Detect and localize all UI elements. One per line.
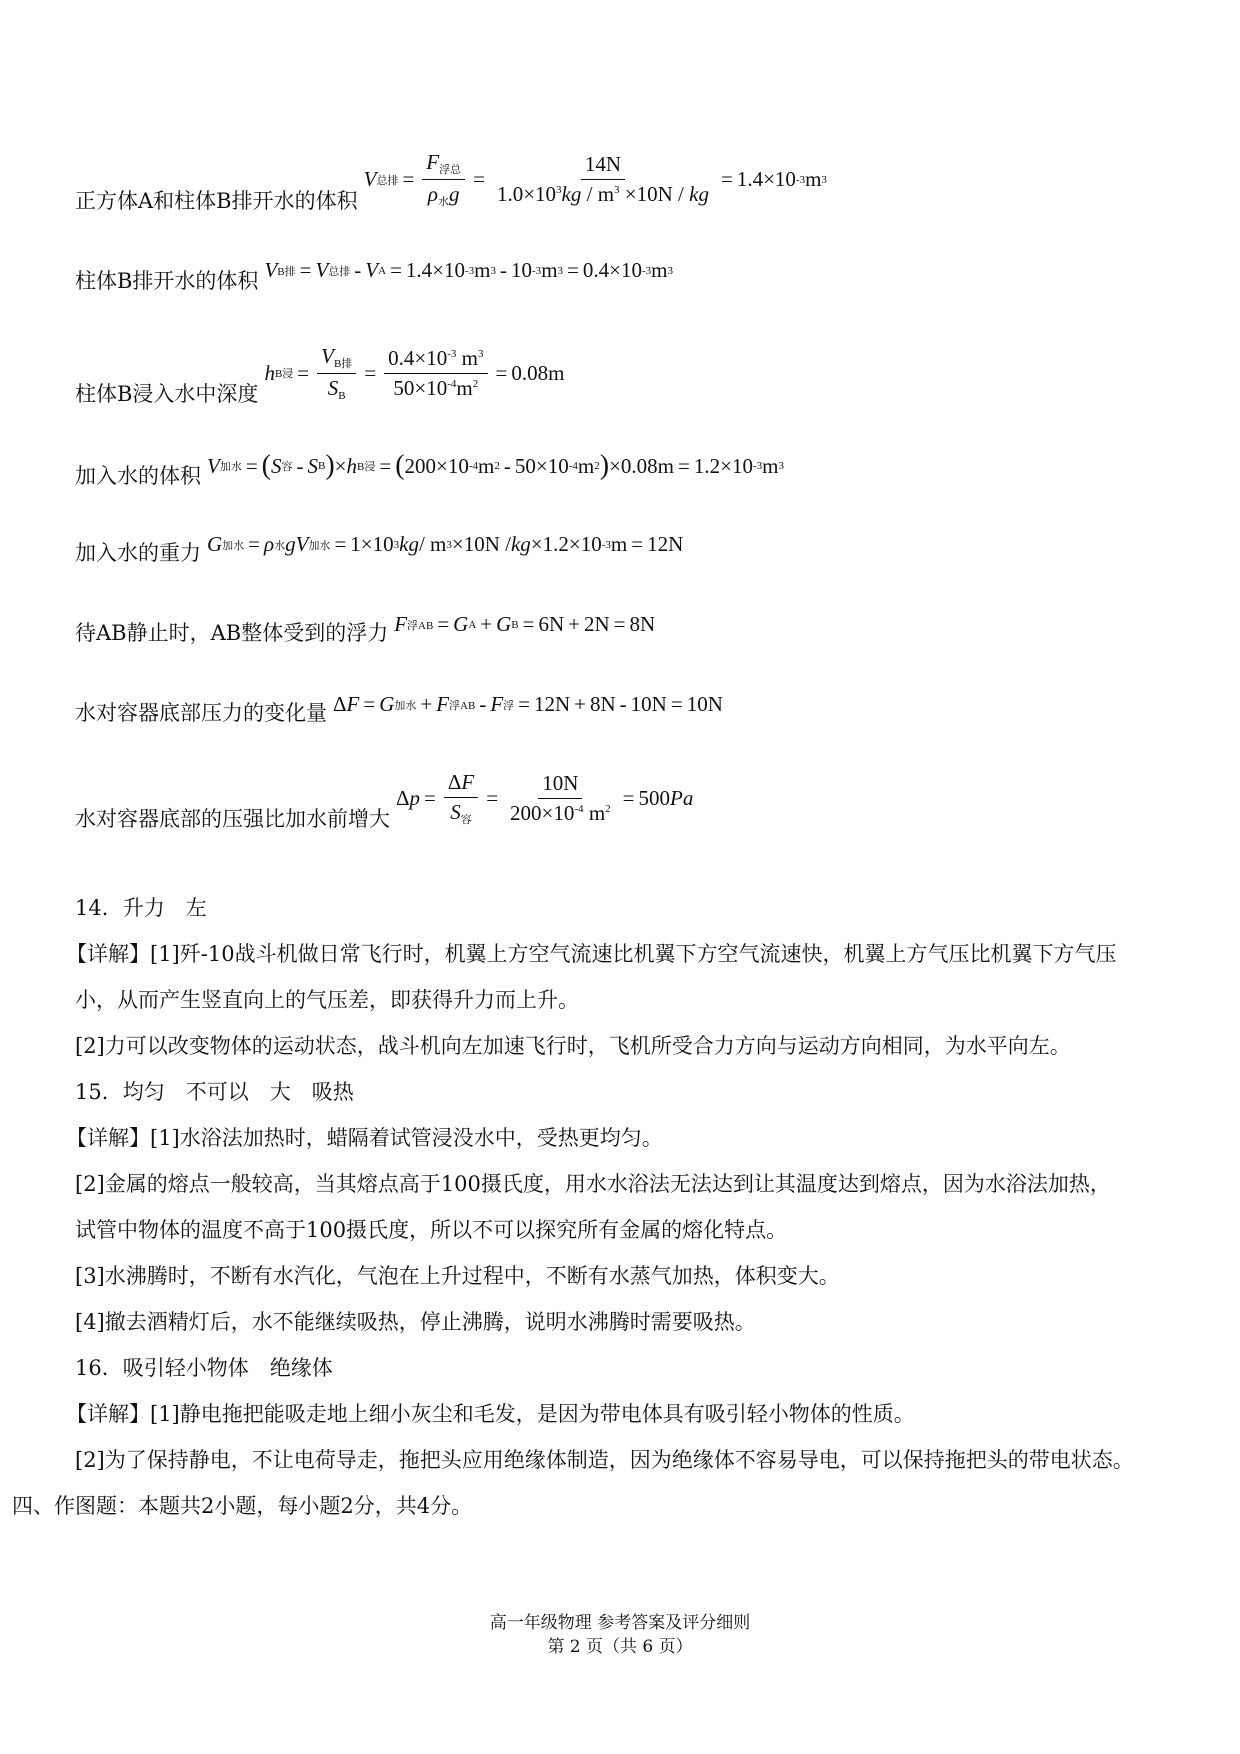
explanation-line: [2]力可以改变物体的运动状态，战斗机向左加速飞行时，飞机所受合力方向与运动方向相同，为水平向左。 [75, 1034, 1071, 1058]
formula-label: 水对容器底部的压强比加水前增大 [75, 807, 390, 831]
explanation-line: [2]为了保持静电，不让电荷导走，拖把头应用绝缘体制造，因为绝缘体不容易导电，可以保持拖把头的带电状态。 [75, 1448, 1134, 1472]
explanation-line: 试管中物体的温度不高于100摄氏度，所以不可以探究所有金属的熔化特点。 [75, 1218, 788, 1242]
formula-expression: Δ p = $\frac{\Delta F}{S_容}$ = $\frac{10N}{200\times 10^{-4} m^2}$ = 500 Pa [396, 770, 694, 826]
formula-row-6 [75, 612, 655, 649]
answer-15-heading: 15．均匀 不可以 大 吸热 [75, 1080, 354, 1104]
formula-label: 柱体B排开水的体积 [75, 269, 259, 293]
page-number: 第 2 页（共 6 页） [547, 1637, 693, 1657]
formula-expression: h B浸 = $\frac{V_{B排}}{S_B}$ = $\frac{0.4\times 10^{-3} m^3}{50\times 10^{-4}m^2}$ = 0.08m [264, 344, 565, 402]
formula-expression: V 总排 = $\frac{F_{浮总}}{\rho_水g}$ = $\frac{14N}{1.0\times 10^3kg / m^3 \times 10N / kg}$ = 1.4×10 -3 m 3 [363, 150, 827, 208]
explanation-line: 小，从而产生竖直向上的气压差，即获得升力而上升。 [75, 988, 579, 1012]
explanation-line: 【详解】[1]水浴法加热时，蜡隔着试管浸没水中，受热更均匀。 [66, 1126, 663, 1150]
formula-row-8 [75, 770, 693, 835]
answer-14-heading: 14．升力 左 [75, 896, 207, 920]
formula-row-5 [75, 532, 683, 569]
formula-label: 待AB静止时，AB整体受到的浮力 [75, 621, 389, 645]
formula-row-2 [75, 258, 673, 297]
footer-title: 高一年级物理 参考答案及评分细则 [489, 1613, 751, 1633]
explanation-line: [3]水沸腾时，不断有水汽化，气泡在上升过程中，不断有水蒸气加热，体积变大。 [75, 1264, 840, 1288]
explanation-line: [2]金属的熔点一般较高，当其熔点高于100摄氏度，用水水浴法无法达到让其温度达到熔点，因为水浴法加热， [75, 1172, 1111, 1196]
formula-row-1 [75, 150, 827, 217]
formula-expression: G 加水 = ρ 水 gV 加水 = 1×10 3 kg / m 3 ×10N / kg ×1.2×10 -3 m = 12N [207, 532, 684, 556]
formula-expression: Δ F = G 加水 + F 浮AB - F 浮 = 12N + 8N - 10N = 10N [333, 692, 723, 716]
formula-label: 柱体B浸入水中深度 [75, 382, 259, 406]
formula-expression: V B排 = V 总排 - V A = 1.4×10 -3 m 3 - 10 -3 m 3 = 0.4×10 -3 m 3 [264, 258, 673, 282]
explanation-line: 【详解】[1]静电拖把能吸走地上细小灰尘和毛发，是因为带电体具有吸引轻小物体的性质。 [66, 1402, 915, 1426]
answer-16-heading: 16．吸引轻小物体 绝缘体 [75, 1356, 333, 1380]
formula-row-7 [75, 692, 723, 729]
formula-label: 加入水的重力 [75, 541, 201, 565]
formula-label: 水对容器底部压力的变化量 [75, 701, 327, 725]
explanation-line: [4]撤去酒精灯后，水不能继续吸热，停止沸腾，说明水沸腾时需要吸热。 [75, 1310, 756, 1334]
formula-expression: V 加水 = ( S 容 - S B ) × h B浸 = ( 200×10 -4 m 2 - 50×10 -4 m 2 ) ×0.08m = 1.2×10 -3 m 3 [207, 450, 784, 481]
section-heading: 四、作图题：本题共2小题，每小题2分，共4分。 [12, 1494, 473, 1518]
formula-expression: F 浮AB = G A + G B = 6N + 2N = 8N [394, 612, 656, 636]
formula-label: 加入水的体积 [75, 464, 201, 488]
formula-label: 正方体A和柱体B排开水的体积 [75, 189, 358, 213]
explanation-line: 【详解】[1]歼-10战斗机做日常飞行时，机翼上方空气流速比机翼下方空气流速快，机翼上方气压比机翼下方气压 [66, 942, 1117, 966]
formula-row-3 [75, 344, 564, 410]
formula-row-4 [75, 452, 784, 492]
